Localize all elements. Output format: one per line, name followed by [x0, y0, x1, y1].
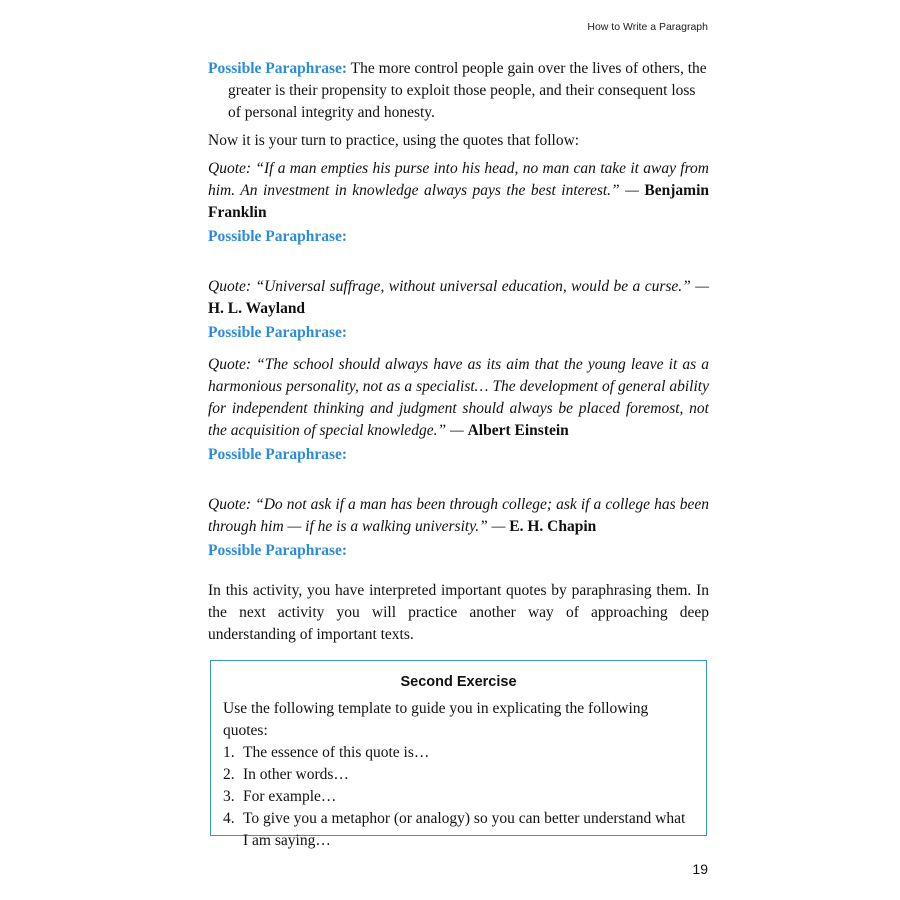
summary-paragraph: In this activity, you have interpreted important quotes by paraphrasing them. In the next activity you will practice another way of approaching deep understanding of important texts.: [208, 582, 709, 643]
intro-paraphrase: [208, 58, 709, 124]
list-item: [223, 742, 694, 764]
list-number: 4.: [223, 810, 235, 827]
running-header: How to Write a Paragraph: [587, 21, 708, 33]
list-item: [223, 786, 694, 808]
exercise-instructions: Use the following template to guide you in explicating the following quotes:: [223, 700, 649, 739]
list-number: 2.: [223, 766, 235, 783]
quote-text: Quote: “The school should always have as its aim that the young leave it as a harmonious personality, not as a specialist… The development of general ability for independent thinking and judgment should always be placed foremost, not the acquisition of special knowledge.” —: [208, 356, 709, 439]
paraphrase-text: The more control people gain over the lives of others, the greater is their propensity to exploit those people, and their consequent loss of personal integrity and honesty.: [228, 60, 707, 121]
exercise-box: [210, 660, 707, 849]
quote-einstein: [208, 354, 709, 442]
page-body: [208, 58, 709, 646]
quote-author: E. H. Chapin: [509, 518, 597, 535]
paraphrase-label: Possible Paraphrase:: [208, 542, 348, 559]
paraphrase-label: Possible Paraphrase:: [208, 324, 348, 341]
list-text: To give you a metaphor (or analogy) so you can better understand what I am saying…: [243, 810, 686, 849]
quote-author: H. L. Wayland: [208, 300, 306, 317]
quote-text: Quote: “If a man empties his purse into his head, no man can take it away from him. An investment in knowledge always pays the best interest.” —: [208, 160, 709, 199]
quote-author: Albert Einstein: [467, 422, 569, 439]
paraphrase-label: Possible Paraphrase:: [208, 60, 348, 77]
page-number: 19: [692, 861, 708, 877]
paraphrase-label: Possible Paraphrase:: [208, 228, 348, 245]
list-text: For example…: [243, 788, 337, 805]
quote-wayland: [208, 276, 709, 320]
quote-author: Benjamin Franklin: [208, 182, 709, 221]
quote-chapin: [208, 494, 709, 538]
list-text: In other words…: [243, 766, 349, 783]
list-number: 1.: [223, 744, 235, 761]
practice-prompt: Now it is your turn to practice, using the quotes that follow:: [208, 132, 580, 149]
quote-franklin: [208, 158, 709, 224]
exercise-title: Second Exercise: [400, 674, 517, 690]
quote-text: Quote: “Universal suffrage, without universal education, would be a curse.” —: [208, 278, 709, 295]
list-item: [223, 808, 694, 852]
exercise-list: [223, 742, 694, 852]
list-number: 3.: [223, 788, 235, 805]
quote-text: Quote: “Do not ask if a man has been through college; ask if a college has been through him — if he is a walking university.” —: [208, 496, 709, 535]
paraphrase-label: Possible Paraphrase:: [208, 446, 348, 463]
list-text: The essence of this quote is…: [243, 744, 430, 761]
list-item: [223, 764, 694, 786]
